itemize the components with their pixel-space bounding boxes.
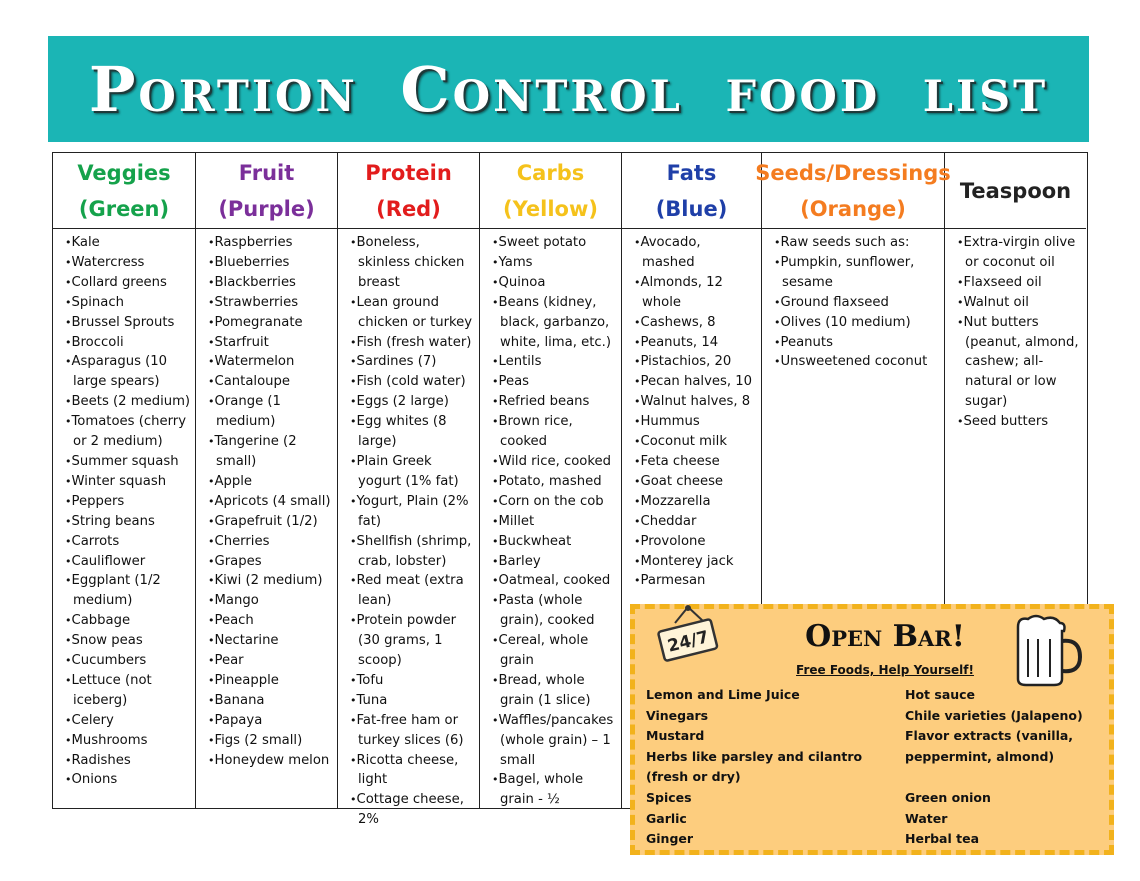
food-item: • Ricotta cheese, light	[350, 751, 475, 791]
column-veggies	[53, 153, 196, 808]
food-item: • Parmesan	[634, 571, 757, 591]
item-list	[480, 229, 621, 810]
food-item: • Hummus	[634, 412, 757, 432]
food-item: • Grapefruit (1/2)	[208, 512, 333, 532]
food-item: • Pomegranate	[208, 313, 333, 333]
food-item: • Quinoa	[492, 273, 617, 293]
food-item: • Peanuts, 14	[634, 333, 757, 353]
food-item: • Fat-free ham or turkey slices (6)	[350, 711, 475, 751]
food-item: • Lentils	[492, 352, 617, 372]
header-color: (Blue)	[655, 196, 728, 221]
open-bar-left-list	[646, 685, 904, 850]
food-item: • Plain Greek yogurt (1% fat)	[350, 452, 475, 492]
food-item: • Blackberries	[208, 273, 333, 293]
column-fruit	[196, 153, 338, 808]
food-item: • Banana	[208, 691, 333, 711]
column-header	[196, 153, 337, 229]
sign-icon	[653, 605, 723, 665]
food-item: • Starfruit	[208, 333, 333, 353]
header-name: Fats	[666, 160, 717, 185]
food-item: • Goat cheese	[634, 472, 757, 492]
food-item: • Peach	[208, 611, 333, 631]
food-item: • Kiwi (2 medium)	[208, 571, 333, 591]
food-item: • Cereal, whole grain	[492, 631, 617, 671]
open-bar-box	[630, 604, 1114, 855]
food-item: • Corn on the cob	[492, 492, 617, 512]
food-item: • Almonds, 12 whole	[634, 273, 757, 313]
header-name: Veggies	[77, 160, 171, 185]
food-item: • Honeydew melon	[208, 751, 333, 771]
column-carbs	[480, 153, 622, 808]
item-list	[945, 229, 1086, 432]
open-bar-title: Open Bar!	[805, 619, 965, 654]
food-item: • Walnut halves, 8	[634, 392, 757, 412]
free-food-item: Lemon and Lime Juice	[646, 687, 800, 702]
food-item: • Yogurt, Plain (2% fat)	[350, 492, 475, 532]
column-header	[945, 153, 1086, 229]
food-item: • Brussel Sprouts	[65, 313, 191, 333]
food-item: • Red meat (extra lean)	[350, 571, 475, 611]
food-item: • Tuna	[350, 691, 475, 711]
header-color: (Yellow)	[503, 196, 598, 221]
food-item: • Lettuce (not iceberg)	[65, 671, 191, 711]
beer-mug-icon	[1008, 613, 1088, 687]
food-item: • Fish (cold water)	[350, 372, 475, 392]
food-item: • Eggs (2 large)	[350, 392, 475, 412]
food-item: • Mango	[208, 591, 333, 611]
item-list	[196, 229, 337, 770]
food-item: • Cantaloupe	[208, 372, 333, 392]
food-item: • Oatmeal, cooked	[492, 571, 617, 591]
free-food-item: Green onion	[905, 789, 991, 805]
food-item: • Radishes	[65, 751, 191, 771]
item-list	[622, 229, 761, 591]
food-item: • Waffles/pancakes (whole grain) – 1 small	[492, 711, 617, 771]
food-item: • Pistachios, 20	[634, 352, 757, 372]
free-food-item: Water	[905, 810, 948, 826]
food-item: • Pasta (whole grain), cooked	[492, 591, 617, 631]
food-item: • Flaxseed oil	[957, 273, 1082, 293]
food-item: • Blueberries	[208, 253, 333, 273]
food-item: • Apple	[208, 472, 333, 492]
title-banner	[48, 36, 1089, 142]
item-list	[53, 229, 195, 790]
food-item: • Celery	[65, 711, 191, 731]
food-item: • Pumpkin, sunflower, sesame	[774, 253, 940, 293]
food-item: • Sweet potato	[492, 233, 617, 253]
food-item: • Kale	[65, 233, 191, 253]
food-item: • Millet	[492, 512, 617, 532]
food-item: • Nectarine	[208, 631, 333, 651]
food-item: • Boneless, skinless chicken breast	[350, 233, 475, 293]
free-food-item	[905, 767, 1110, 788]
food-item: • Carrots	[65, 532, 191, 552]
food-item: • Lean ground chicken or turkey	[350, 293, 475, 333]
food-item: • Nut butters (peanut, almond, cashew; all-natural or low sugar)	[957, 313, 1082, 413]
food-item: • Eggplant (1/2 medium)	[65, 571, 191, 611]
free-food-item: Hot sauce	[905, 687, 976, 702]
open-bar-right-list	[905, 685, 1110, 850]
food-item: • Winter squash	[65, 472, 191, 492]
food-item: • Shellfish (shrimp, crab, lobster)	[350, 532, 475, 572]
food-item: • Raspberries	[208, 233, 333, 253]
food-item: • Beets (2 medium)	[65, 392, 191, 412]
food-item: • Yams	[492, 253, 617, 273]
food-item: • Asparagus (10 large spears)	[65, 352, 191, 392]
food-item: • Figs (2 small)	[208, 731, 333, 751]
food-item: • Seed butters	[957, 412, 1082, 432]
food-item: • Cucumbers	[65, 651, 191, 671]
food-item: • Unsweetened coconut	[774, 352, 940, 372]
food-item: • Tomatoes (cherry or 2 medium)	[65, 412, 191, 452]
food-item: • Peppers	[65, 492, 191, 512]
food-item: • Papaya	[208, 711, 333, 731]
food-item: • Peas	[492, 372, 617, 392]
free-food-item: Herbal tea	[905, 831, 980, 847]
food-item: • Walnut oil	[957, 293, 1082, 313]
header-color: (Green)	[78, 196, 170, 221]
food-item: • Ground flaxseed	[774, 293, 940, 313]
food-item: • Monterey jack	[634, 552, 757, 572]
food-item: • Watercress	[65, 253, 191, 273]
food-item: • Feta cheese	[634, 452, 757, 472]
food-item: • Spinach	[65, 293, 191, 313]
header-name: Carbs	[516, 160, 585, 185]
food-item: • Raw seeds such as:	[774, 233, 940, 253]
column-header	[755, 153, 951, 229]
column-header	[338, 153, 479, 229]
food-item: • Potato, mashed	[492, 472, 617, 492]
food-item: • Extra-virgin olive or coconut oil	[957, 233, 1082, 273]
food-item: • Snow peas	[65, 631, 191, 651]
free-food-item: Mustard	[646, 728, 705, 744]
food-item: • Wild rice, cooked	[492, 452, 617, 472]
free-food-item: Flavor extracts (vanilla, peppermint, almond)	[905, 728, 1074, 764]
header-color: (Orange)	[800, 196, 906, 221]
food-item: • Cabbage	[65, 611, 191, 631]
food-item: • Buckwheat	[492, 532, 617, 552]
food-item: • String beans	[65, 512, 191, 532]
food-item: • Fish (fresh water)	[350, 333, 475, 353]
header-name: Seeds/Dressings	[755, 160, 951, 185]
food-item: • Bagel, whole grain - ½	[492, 770, 617, 810]
page-title: Portion Control food list	[88, 52, 1049, 126]
food-item: • Olives (10 medium)	[774, 313, 940, 333]
free-food-item: Garlic	[646, 810, 687, 826]
food-item: • Cauliflower	[65, 552, 191, 572]
food-item: • Strawberries	[208, 293, 333, 313]
free-food-item: Chile varieties (Jalapeno)	[905, 707, 1083, 723]
food-item: • Cherries	[208, 532, 333, 552]
header-name: Teaspoon	[959, 178, 1072, 203]
food-item: • Broccoli	[65, 333, 191, 353]
food-item: • Mozzarella	[634, 492, 757, 512]
column-header	[53, 153, 195, 229]
food-item: • Provolone	[634, 532, 757, 552]
food-item: • Tangerine (2 small)	[208, 432, 333, 472]
food-item: • Peanuts	[774, 333, 940, 353]
food-item: • Barley	[492, 552, 617, 572]
food-item: • Cashews, 8	[634, 313, 757, 333]
food-item: • Pecan halves, 10	[634, 372, 757, 392]
food-item: • Protein powder (30 grams, 1 scoop)	[350, 611, 475, 671]
food-item: • Summer squash	[65, 452, 191, 472]
food-item: • Beans (kidney, black, garbanzo, white, lima, etc.)	[492, 293, 617, 353]
item-list	[338, 229, 479, 830]
item-list	[762, 229, 944, 372]
food-item: • Cottage cheese, 2%	[350, 790, 475, 830]
food-item: • Brown rice, cooked	[492, 412, 617, 452]
column-protein	[338, 153, 480, 828]
food-item: • Tofu	[350, 671, 475, 691]
food-item: • Egg whites (8 large)	[350, 412, 475, 452]
food-item: • Grapes	[208, 552, 333, 572]
open-bar-subtitle: Free Foods, Help Yourself!	[796, 663, 974, 677]
header-name: Protein	[365, 160, 452, 185]
food-item: • Apricots (4 small)	[208, 492, 333, 512]
food-item: • Refried beans	[492, 392, 617, 412]
food-item: • Pear	[208, 651, 333, 671]
column-header	[480, 153, 621, 229]
free-food-item: Spices	[646, 789, 692, 805]
free-food-item: Ginger	[646, 831, 694, 847]
food-item: • Avocado, mashed	[634, 233, 757, 273]
food-item: • Orange (1 medium)	[208, 392, 333, 432]
food-item: • Onions	[65, 770, 191, 790]
food-item: • Coconut milk	[634, 432, 757, 452]
header-name: Fruit	[238, 160, 295, 185]
food-item: • Collard greens	[65, 273, 191, 293]
free-food-item: Vinegars	[646, 707, 709, 723]
header-color: (Purple)	[218, 196, 315, 221]
column-header	[622, 153, 761, 229]
free-food-item: Herbs like parsley and cilantro (fresh or dry)	[646, 748, 863, 785]
food-item: • Watermelon	[208, 352, 333, 372]
header-color: (Red)	[376, 196, 441, 221]
food-item: • Mushrooms	[65, 731, 191, 751]
food-item: • Sardines (7)	[350, 352, 475, 372]
food-item: • Bread, whole grain (1 slice)	[492, 671, 617, 711]
sign-text: 24/7	[665, 627, 711, 657]
food-item: • Pineapple	[208, 671, 333, 691]
food-item: • Cheddar	[634, 512, 757, 532]
